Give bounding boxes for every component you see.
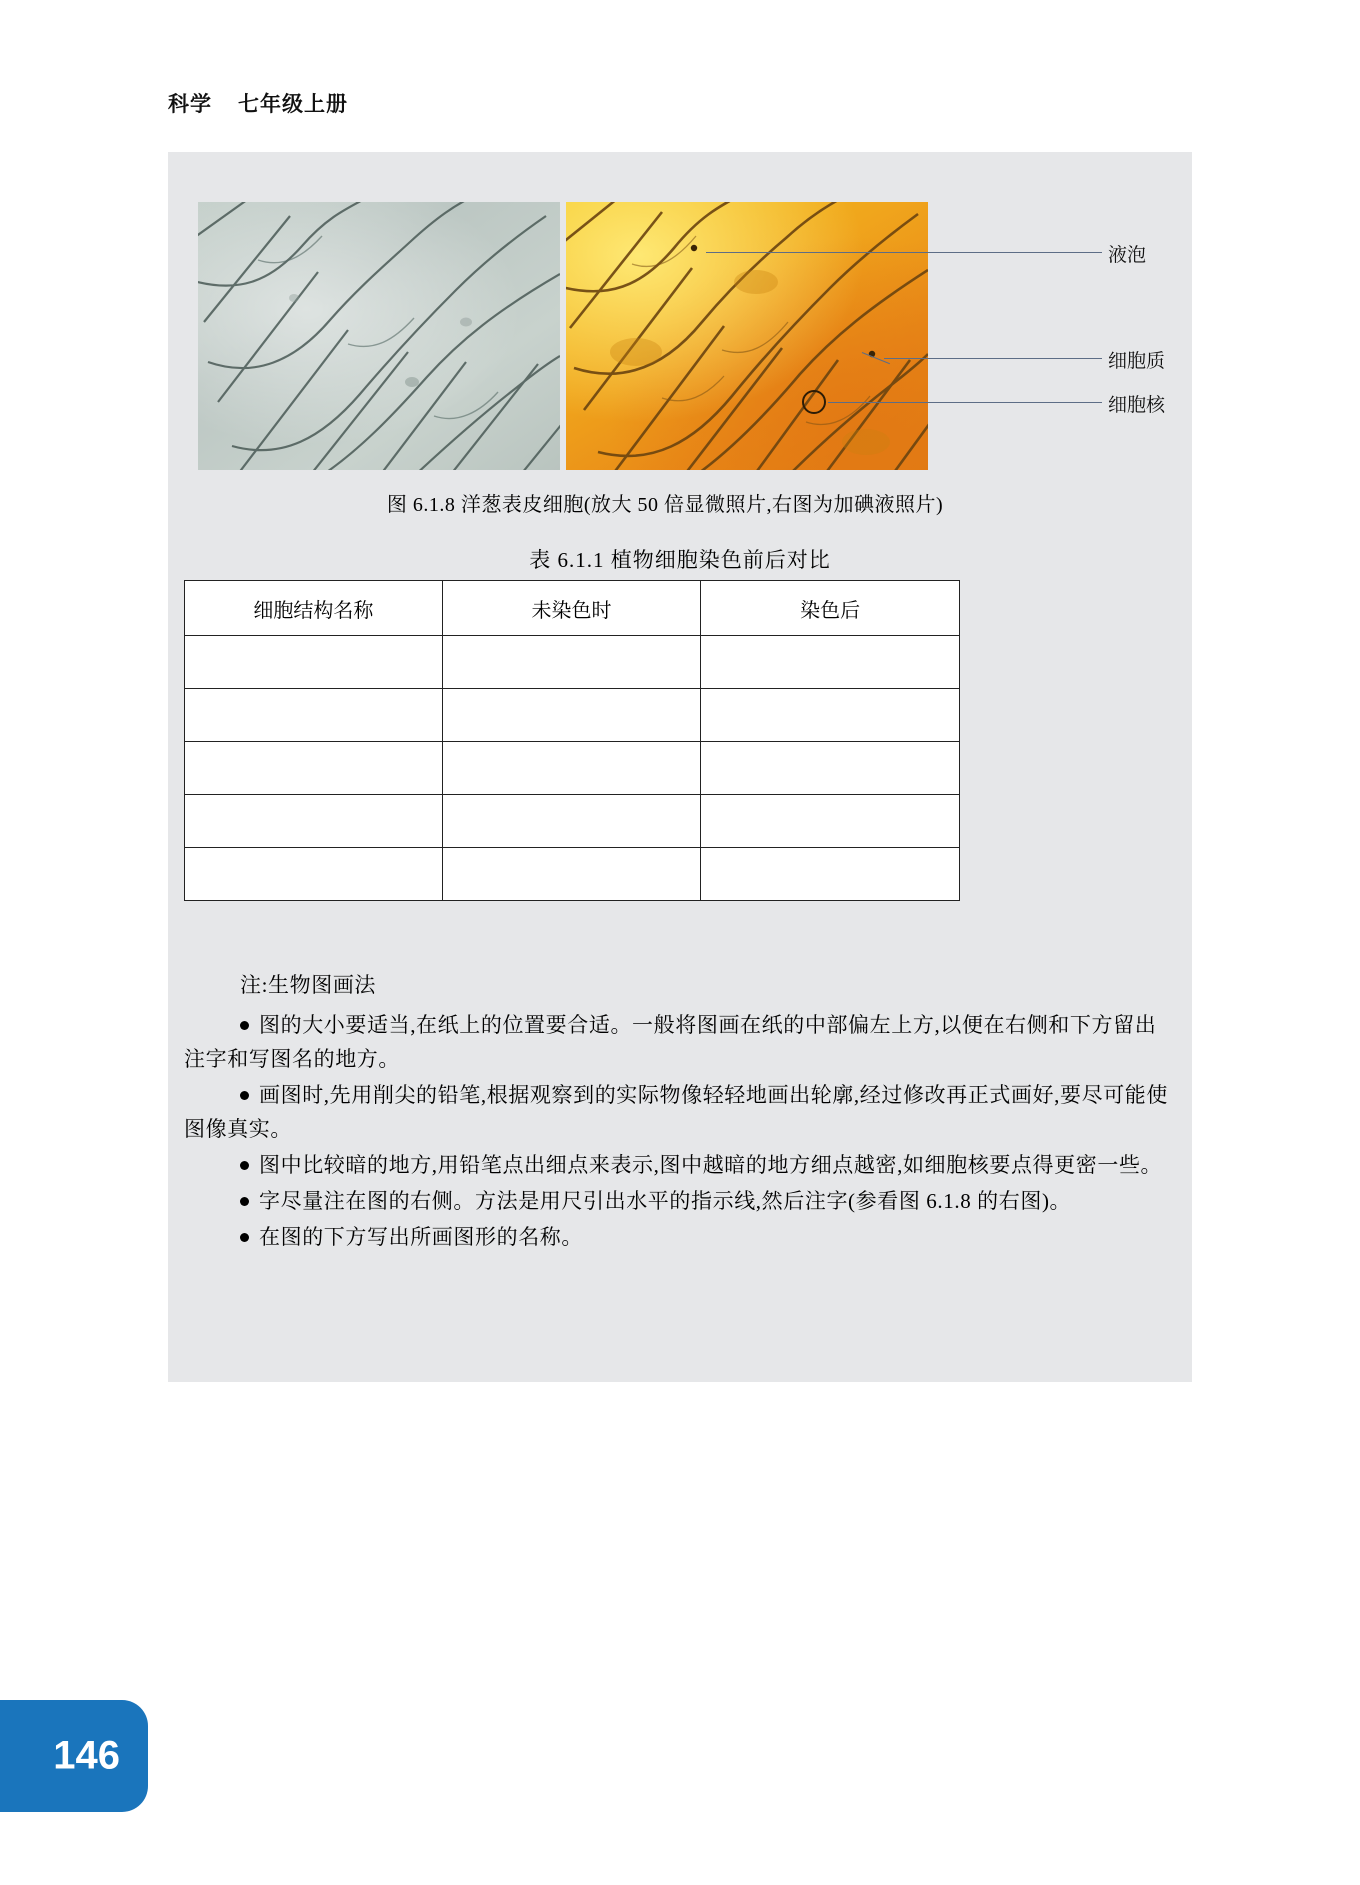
table-cell[interactable]	[701, 742, 960, 795]
page-number-tab	[0, 1700, 148, 1812]
label-nucleus: 细胞核	[1108, 395, 1166, 416]
list-item	[184, 1220, 1176, 1254]
table-cell[interactable]	[185, 689, 443, 742]
table-cell[interactable]	[442, 689, 701, 742]
label-cytoplasm: 细胞质	[1108, 351, 1166, 372]
bullet-dot-icon	[240, 1197, 249, 1206]
leader-line-cytoplasm	[884, 358, 1102, 359]
figure-caption: 图 6.1.8 洋葱表皮细胞(放大 50 倍显微照片,右图为加碘液照片)	[386, 494, 944, 516]
bullet-dot-icon	[240, 1021, 249, 1030]
running-head	[168, 88, 348, 118]
running-head-subject: 科学	[168, 93, 212, 116]
table-cell[interactable]	[185, 848, 443, 901]
table-cell[interactable]	[442, 742, 701, 795]
table-header-cell: 染色后	[701, 581, 960, 636]
notes-title: 注:生物图画法	[240, 973, 377, 997]
bullet-dot-icon	[240, 1091, 249, 1100]
table-cell[interactable]	[185, 636, 443, 689]
page-number: 146	[53, 1733, 120, 1778]
table-cell[interactable]	[442, 848, 701, 901]
table-row[interactable]	[185, 742, 960, 795]
table-cell[interactable]	[185, 795, 443, 848]
comparison-table	[184, 580, 960, 901]
table-cell[interactable]	[185, 742, 443, 795]
running-head-grade: 七年级上册	[238, 93, 348, 116]
table-cell[interactable]	[442, 636, 701, 689]
figure-6-1-8	[198, 202, 1166, 517]
list-item	[184, 1078, 1176, 1146]
note-text: 画图时,先用削尖的铅笔,根据观察到的实际物像轻轻地画出轮廓,经过修改再正式画好,要尽可能使图像真实。	[184, 1083, 1168, 1142]
bullet-dot-icon	[240, 1161, 249, 1170]
label-vacuole: 液泡	[1108, 245, 1147, 266]
bullet-dot-icon	[240, 1233, 249, 1242]
table-cell[interactable]	[701, 636, 960, 689]
micrograph-pair	[198, 202, 1166, 470]
micrograph-iodine-stained	[566, 202, 928, 470]
table-cell[interactable]	[701, 795, 960, 848]
note-text: 字尽量注在图的右侧。方法是用尺引出水平的指示线,然后注字(参看图 6.1.8 的右图)。	[259, 1189, 1072, 1214]
onion-cells-stained-drawing	[566, 202, 928, 470]
table-header-row	[185, 581, 960, 636]
note-text: 在图的下方写出所画图形的名称。	[259, 1225, 583, 1250]
list-item	[184, 1148, 1176, 1182]
table-title: 表 6.1.1 植物细胞染色前后对比	[529, 548, 831, 572]
table-cell[interactable]	[442, 795, 701, 848]
table-cell[interactable]	[701, 848, 960, 901]
note-text: 图中比较暗的地方,用铅笔点出细点来表示,图中越暗的地方细点越密,如细胞核要点得更密一些。	[259, 1153, 1163, 1178]
table-header-cell: 未染色时	[442, 581, 701, 636]
note-text: 图的大小要适当,在纸上的位置要合适。一般将图画在纸的中部偏左上方,以便在右侧和下方留出注字和写图名的地方。	[184, 1013, 1157, 1072]
list-item	[184, 1184, 1176, 1218]
table-cell[interactable]	[701, 689, 960, 742]
table-row[interactable]	[185, 689, 960, 742]
table-row[interactable]	[185, 636, 960, 689]
table-row[interactable]	[185, 795, 960, 848]
table-header-cell: 细胞结构名称	[185, 581, 443, 636]
leader-line-nucleus	[828, 402, 1102, 403]
content-panel	[168, 152, 1192, 1382]
table-row[interactable]	[185, 848, 960, 901]
figure-labels	[934, 202, 1166, 470]
notes-section	[184, 968, 1176, 1256]
onion-cells-unstained-drawing	[198, 202, 560, 470]
leader-line-vacuole	[706, 252, 1102, 253]
vacuole-point	[691, 245, 697, 251]
list-item	[184, 1008, 1176, 1076]
micrograph-unstained	[198, 202, 560, 470]
